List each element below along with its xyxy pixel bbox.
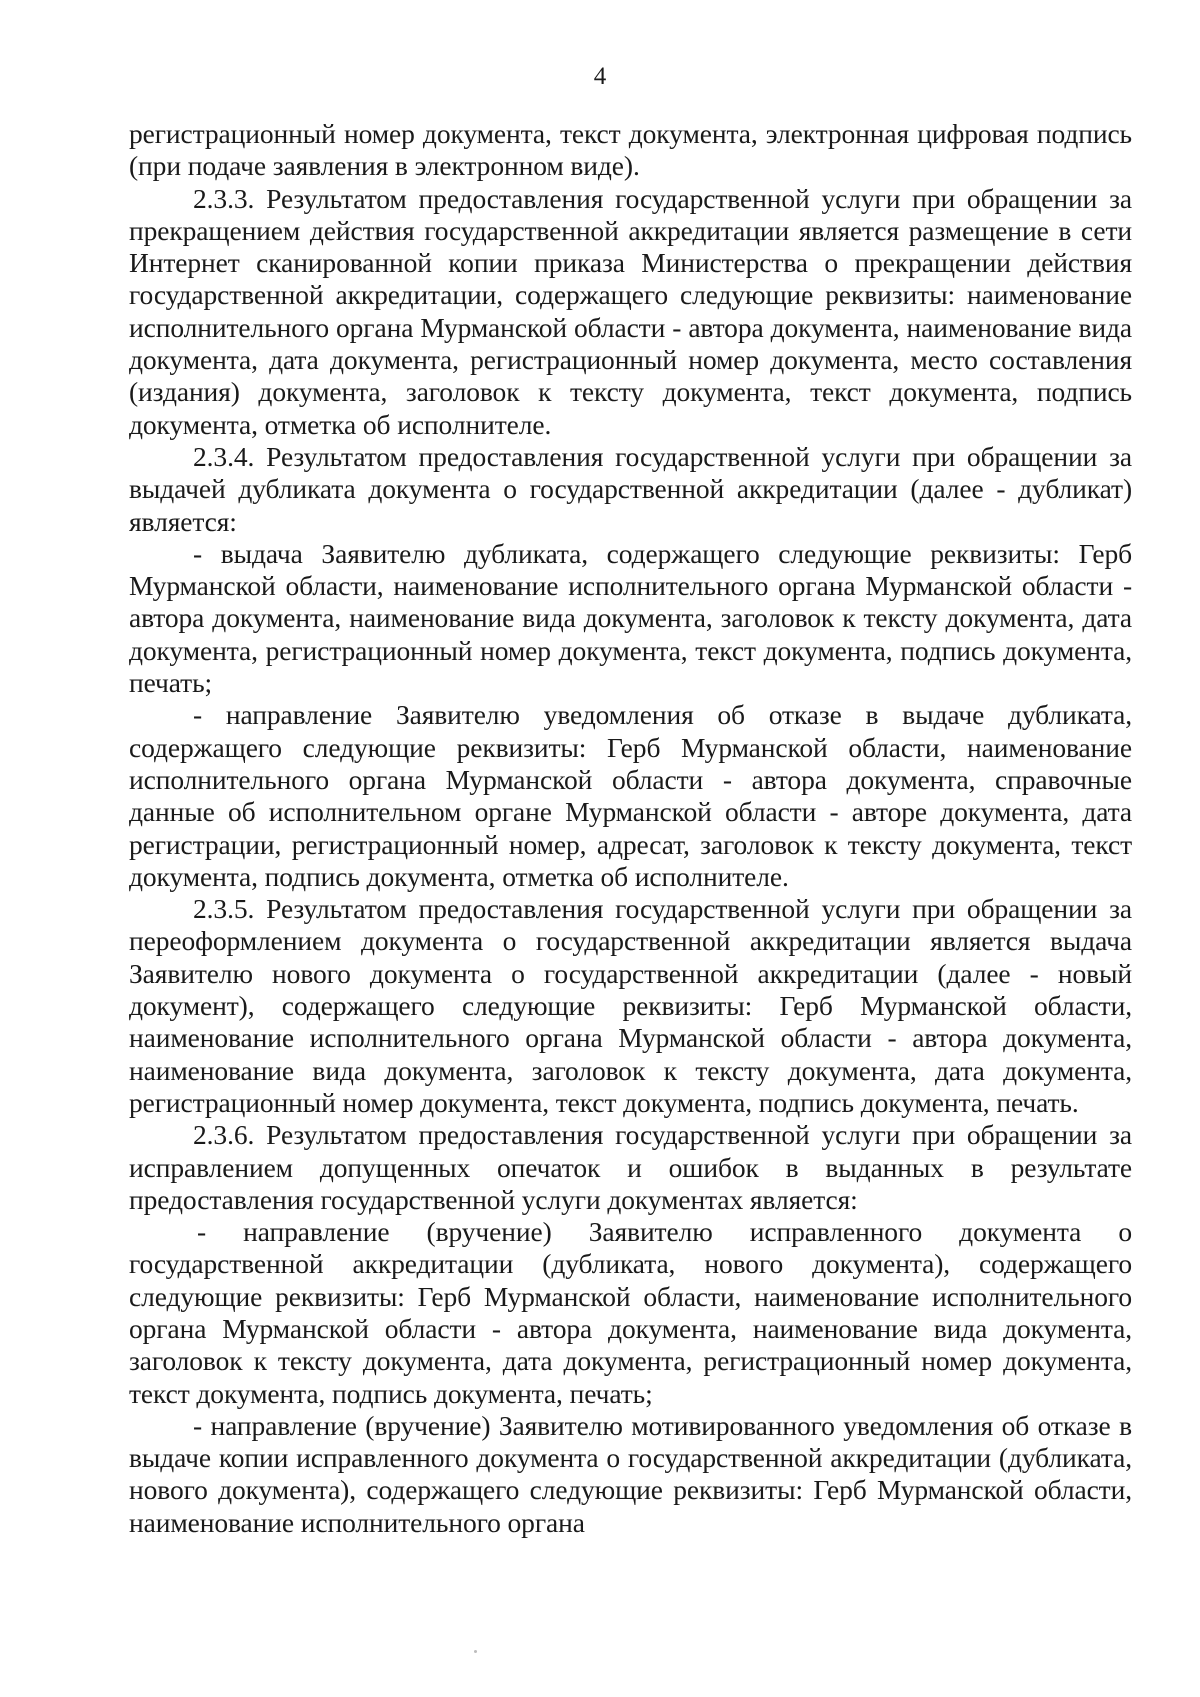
paragraph-continuation: регистрационный номер документа, текст документа, электронная цифровая подпись (при подаче заявления в электронном виде). bbox=[129, 118, 1132, 182]
list-item-duplicate-refusal: - направление Заявителю уведомления об отказе в выдаче дубликата, содержащего следующие реквизиты: Герб Мурманской области, наименование исполнительного органа Мурманской области - автора документа, справочные данные об исполнительном органе Мурманской области - авторе документа, дата регистрации, регистрационный номер, адресат, заголовок к тексту документа, текст документа, подпись документа, отметка об исполнителе. bbox=[129, 699, 1132, 892]
scan-speck bbox=[474, 1650, 477, 1653]
list-item-refusal-notice: - направление (вручение) Заявителю мотивированного уведомления об отказе в выдаче копии исправленного документа о государственной аккредитации (дубликата, нового документа), содержащего следующие реквизиты: Герб Мурманской области, наименование исполнительного органа bbox=[129, 1409, 1132, 1538]
document-body bbox=[129, 118, 1132, 1539]
paragraph-2-3-3: 2.3.3. Результатом предоставления государственной услуги при обращении за прекращением действия государственной аккредитации является размещение в сети Интернет сканированной копии приказа Министерства о прекращении действия государственной аккредитации, содержащего следующие реквизиты: наименование исполнительного органа Мурманской области - автора документа, наименование вида документа, дата документа, регистрационный номер документа, место составления (издания) документа, заголовок к тексту документа, текст документа, подпись документа, отметка об исполнителе. bbox=[129, 182, 1132, 440]
page-number: 4 bbox=[593, 63, 607, 90]
list-item-duplicate-issue: - выдача Заявителю дубликата, содержащего следующие реквизиты: Герб Мурманской области, наименование исполнительного органа Мурманской области - автора документа, наименование вида документа, заголовок к тексту документа, дата документа, регистрационный номер документа, текст документа, подпись документа, печать; bbox=[129, 537, 1132, 699]
paragraph-2-3-4: 2.3.4. Результатом предоставления государственной услуги при обращении за выдачей дубликата документа о государственной аккредитации (далее - дубликат) является: bbox=[129, 440, 1132, 537]
paragraph-2-3-6: 2.3.6. Результатом предоставления государственной услуги при обращении за исправлением допущенных опечаток и ошибок в выданных в результате предоставления государственной услуги документах является: bbox=[129, 1119, 1132, 1215]
list-item-corrected-document: - направление (вручение) Заявителю исправленного документа о государственной аккредитации (дубликата, нового документа), содержащего следующие реквизиты: Герб Мурманской области, наименование исполнительного органа Мурманской области - автора документа, наименование вида документа, заголовок к тексту документа, дата документа, регистрационный номер документа, текст документа, подпись документа, печать; bbox=[129, 1216, 1132, 1409]
paragraph-2-3-5: 2.3.5. Результатом предоставления государственной услуги при обращении за переоформлением документа о государственной аккредитации является выдача Заявителю нового документа о государственной аккредитации (далее - новый документ), содержащего следующие реквизиты: Герб Мурманской области, наименование исполнительного органа Мурманской области - автора документа, наименование вида документа, заголовок к тексту документа, дата документа, регистрационный номер документа, текст документа, подпись документа, печать. bbox=[129, 893, 1132, 1118]
